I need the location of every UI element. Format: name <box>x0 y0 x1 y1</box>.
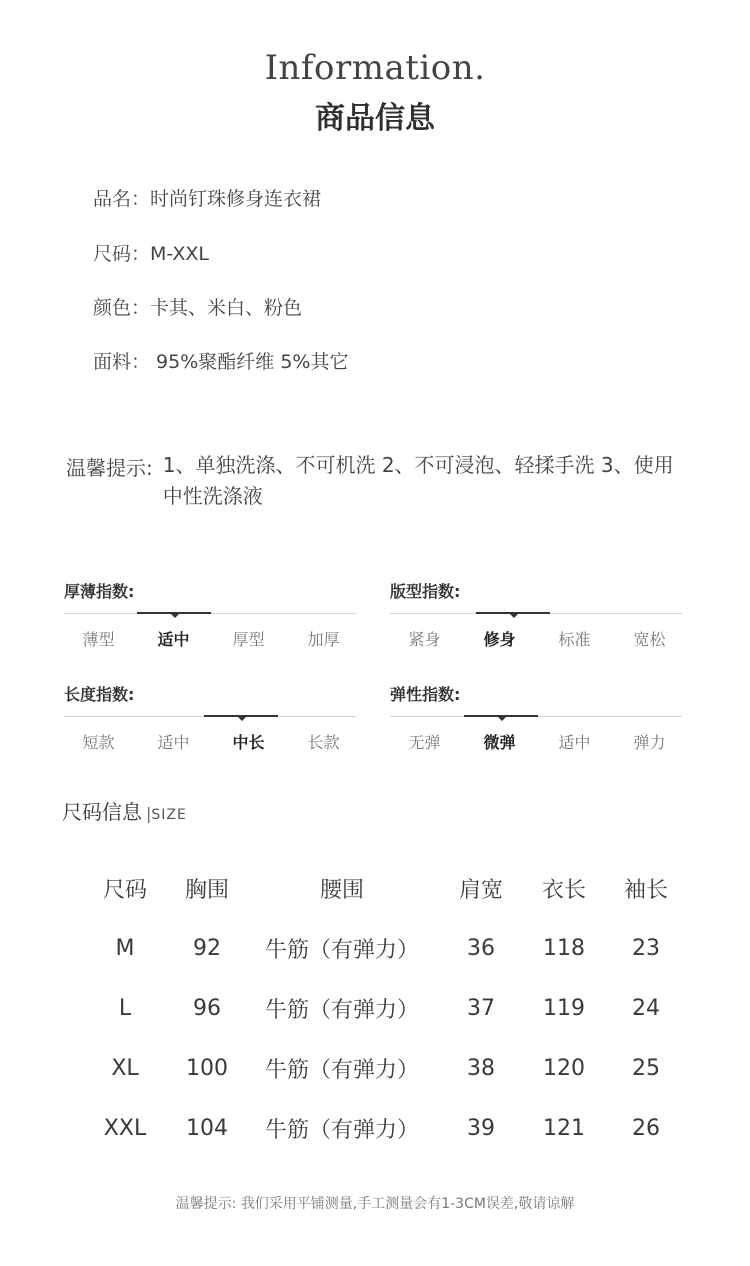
scale-option: 加厚 <box>307 630 340 649</box>
scale-elasticity-indicator <box>464 715 538 717</box>
table-header: 肩宽 <box>458 877 503 903</box>
table-cell: XXL <box>103 1115 147 1141</box>
table-cell: 96 <box>193 995 221 1021</box>
scale-fit-options <box>387 627 687 650</box>
info-key: 颜色： <box>93 297 151 319</box>
scale-option-selected: 修身 <box>483 630 516 649</box>
title-english: Information. <box>264 48 486 88</box>
scale-option: 宽松 <box>633 630 666 649</box>
size-title-en: SIZE <box>151 807 187 823</box>
scale-elasticity-options <box>387 730 687 753</box>
table-cell: 120 <box>543 1055 585 1081</box>
table-cell: XL <box>111 1055 139 1081</box>
table-cell: 24 <box>632 995 660 1021</box>
table-cell: M <box>115 935 135 961</box>
scale-fit-title: 版型指数: <box>390 582 461 601</box>
info-key: 品名： <box>93 188 151 210</box>
title-chinese: 商品信息 <box>315 101 435 136</box>
scale-option: 长款 <box>307 733 340 752</box>
scale-fit-indicator <box>476 612 550 614</box>
care-tips-label: 温馨提示: <box>66 456 153 480</box>
table-header: 尺码 <box>102 877 147 903</box>
measurement-note: 温馨提示: 我们采用平铺测量,手工测量会有1-3CM误差,敬请谅解 <box>175 1196 575 1212</box>
table-cell: 牛筋（有弹力） <box>264 937 419 963</box>
scale-elasticity-title: 弹性指数: <box>390 685 461 704</box>
scale-option-selected: 适中 <box>157 630 190 649</box>
scale-option: 弹力 <box>633 733 666 752</box>
table-cell: 119 <box>543 995 585 1021</box>
table-cell: 牛筋（有弹力） <box>264 1117 419 1143</box>
size-title-separator: | <box>146 804 152 823</box>
size-title-zh: 尺码信息 <box>62 800 142 824</box>
table-cell: 23 <box>632 935 660 961</box>
table-header: 腰围 <box>319 877 364 903</box>
info-key: 面料： <box>93 351 151 373</box>
care-tips <box>66 450 706 512</box>
info-value: 95%聚酯纤维 5%其它 <box>150 351 349 373</box>
table-cell: 39 <box>467 1115 495 1141</box>
table-cell: 36 <box>467 935 495 961</box>
table-cell: 牛筋（有弹力） <box>264 1057 419 1083</box>
table-cell: 121 <box>543 1115 585 1141</box>
table-cell: 26 <box>632 1115 660 1141</box>
table-header: 胸围 <box>184 877 229 903</box>
scale-option-selected: 中长 <box>232 733 265 752</box>
info-value: 时尚钉珠修身连衣裙 <box>150 188 322 210</box>
table-cell: 104 <box>186 1115 228 1141</box>
scale-option: 标准 <box>558 630 591 649</box>
table-cell: 牛筋（有弹力） <box>264 997 419 1023</box>
scale-length-indicator <box>204 715 278 717</box>
scale-option: 厚型 <box>232 630 265 649</box>
table-header-row <box>85 858 691 918</box>
info-row-color <box>93 293 302 320</box>
table-header: 袖长 <box>623 877 668 903</box>
scale-thickness-indicator <box>137 612 211 614</box>
table-cell: 92 <box>193 935 221 961</box>
info-value: 卡其、米白、粉色 <box>150 297 303 319</box>
scale-thickness-options <box>61 627 361 650</box>
table-cell: 118 <box>543 935 585 961</box>
scale-option: 无弹 <box>408 733 441 752</box>
info-row-size <box>93 239 209 266</box>
info-value: M-XXL <box>150 243 209 265</box>
care-tips-text: 1、单独洗涤、不可机洗 2、不可浸泡、轻揉手洗 3、使用中性洗涤液 <box>162 453 674 508</box>
scale-thickness-title: 厚薄指数: <box>64 582 135 601</box>
info-row-fabric <box>93 347 348 374</box>
scale-option: 短款 <box>82 733 115 752</box>
scale-option: 紧身 <box>408 630 441 649</box>
table-row <box>85 1038 691 1098</box>
table-row <box>85 978 691 1038</box>
scale-length-options <box>61 730 361 753</box>
scale-length-title: 长度指数: <box>64 685 135 704</box>
size-table <box>85 858 691 1158</box>
table-cell: 37 <box>467 995 495 1021</box>
size-section-title <box>62 796 187 825</box>
table-cell: 100 <box>186 1055 228 1081</box>
table-header: 衣长 <box>541 877 586 903</box>
info-row-name <box>93 184 321 211</box>
scale-option: 薄型 <box>82 630 115 649</box>
scale-option-selected: 微弹 <box>483 733 516 752</box>
table-cell: L <box>118 995 132 1021</box>
scale-option: 适中 <box>558 733 591 752</box>
table-row <box>85 1098 691 1158</box>
table-row <box>85 918 691 978</box>
info-key: 尺码： <box>93 243 151 265</box>
table-cell: 38 <box>467 1055 495 1081</box>
table-cell: 25 <box>632 1055 660 1081</box>
scale-option: 适中 <box>157 733 190 752</box>
